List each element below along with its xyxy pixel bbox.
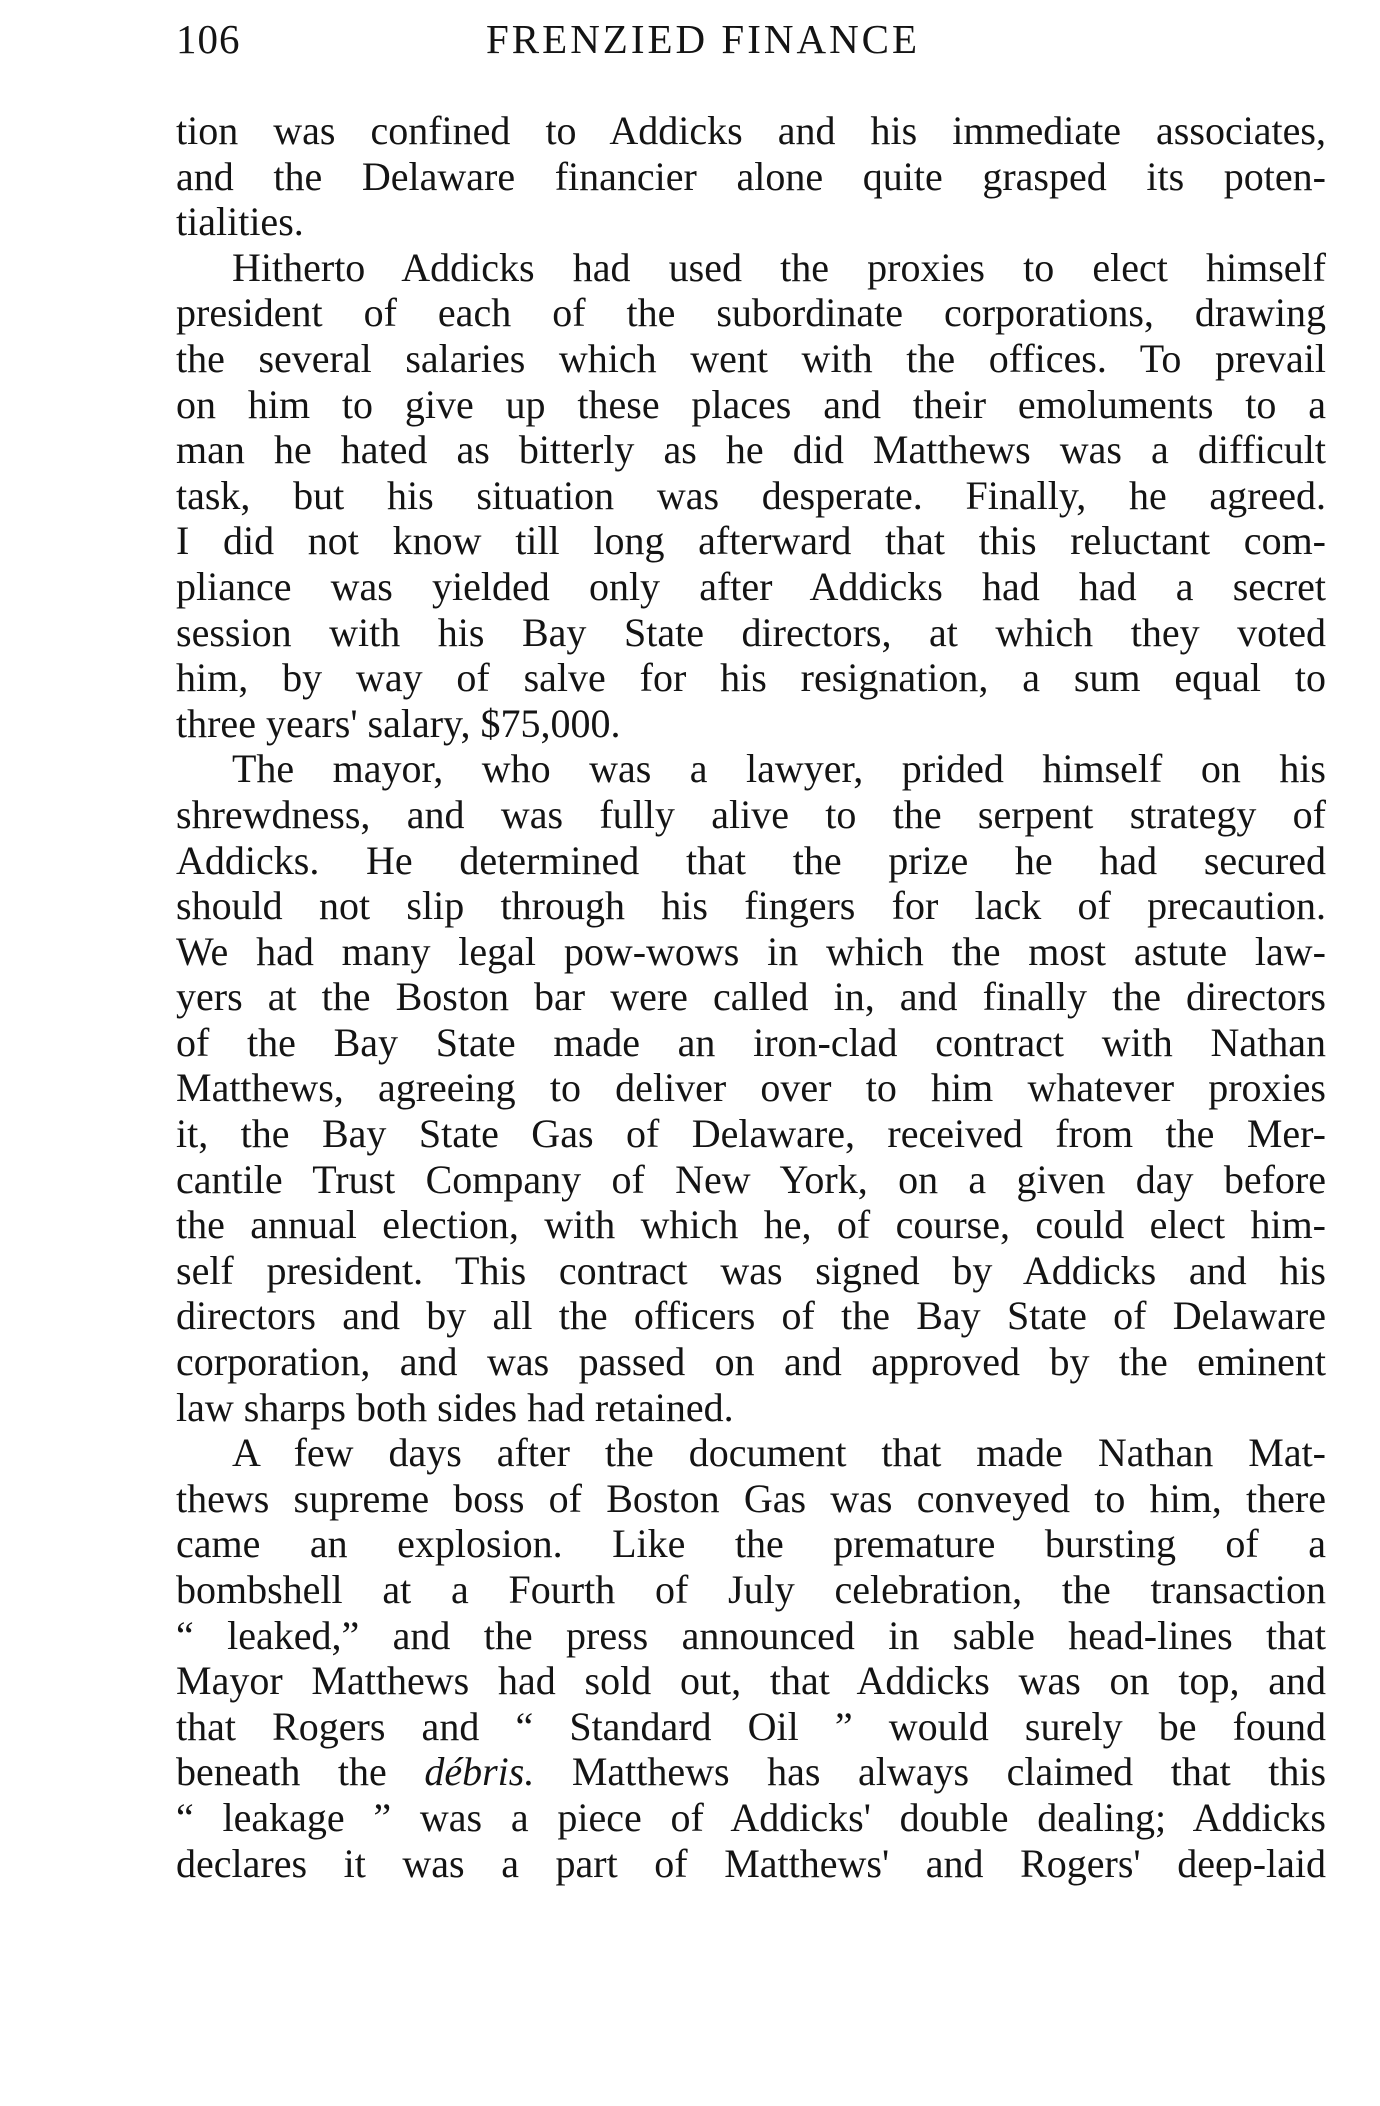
text-line: declares it was a part of Matthews' and Rogers' deep-laid xyxy=(176,1840,1326,1886)
text-line: president of each of the subordinate corporations, drawing xyxy=(176,290,1326,336)
text-line: Mayor Matthews had sold out, that Addicks was on top, and xyxy=(176,1658,1326,1704)
body-text xyxy=(176,108,1326,1886)
text-line: Addicks. He determined that the prize he had secured xyxy=(176,837,1326,883)
page-number: 106 xyxy=(176,16,241,62)
text-line: Matthews, agreeing to deliver over to him whatever proxies xyxy=(176,1065,1326,1111)
text-line-with-italic xyxy=(176,1749,1326,1795)
text-line: self president. This contract was signed by Addicks and his xyxy=(176,1247,1326,1293)
text-line: bombshell at a Fourth of July celebration, the transaction xyxy=(176,1567,1326,1612)
text-line: task, but his situation was desperate. Finally, he agreed. xyxy=(176,472,1326,518)
text-line: law sharps both sides had retained. xyxy=(176,1384,734,1430)
text-line: I did not know till long afterward that this reluctant com- xyxy=(176,518,1326,564)
text-line: the several salaries which went with the offices. To prevail xyxy=(176,335,1326,381)
text-line: corporation, and was passed on and approved by the eminent xyxy=(176,1339,1326,1385)
text-line: of the Bay State made an iron-clad contract with Nathan xyxy=(176,1019,1326,1065)
text-line: “ leaked,” and the press announced in sable head-lines that xyxy=(176,1612,1326,1658)
text-line: it, the Bay State Gas of Delaware, received from the Mer- xyxy=(176,1111,1326,1157)
text-line: “ leakage ” was a piece of Addicks' double dealing; Addicks xyxy=(176,1794,1326,1840)
text-segment: Matthews has always claimed that this xyxy=(571,1749,1326,1795)
text-line: tialities. xyxy=(176,199,304,245)
paragraph-first-line: Hitherto Addicks had used the proxies to elect himself xyxy=(232,244,1326,290)
text-line: the annual election, with which he, of course, could elect him- xyxy=(176,1202,1326,1248)
text-line: should not slip through his fingers for lack of precaution. xyxy=(176,883,1326,929)
text-line: shrewdness, and was fully alive to the serpent strategy of xyxy=(176,791,1326,837)
text-line: three years' salary, $75,000. xyxy=(176,700,621,746)
text-line: and the Delaware financier alone quite grasped its poten- xyxy=(176,153,1326,199)
running-title: FRENZIED FINANCE xyxy=(486,16,921,62)
text-line: directors and by all the officers of the Bay State of Delaware xyxy=(176,1293,1326,1339)
text-line: that Rogers and “ Standard Oil ” would surely be found xyxy=(176,1703,1326,1749)
italic-word: débris. xyxy=(424,1749,535,1795)
text-line: tion was confined to Addicks and his immediate associates, xyxy=(176,108,1326,153)
text-line: man he hated as bitterly as he did Matthews was a difficult xyxy=(176,427,1326,473)
paragraph-first-line: A few days after the document that made Nathan Mat- xyxy=(232,1430,1326,1476)
paragraph-first-line: The mayor, who was a lawyer, prided himself on his xyxy=(232,746,1326,792)
text-line: pliance was yielded only after Addicks had had a secret xyxy=(176,563,1326,609)
text-line: thews supreme boss of Boston Gas was conveyed to him, there xyxy=(176,1475,1326,1521)
text-segment: beneath the xyxy=(176,1749,387,1795)
text-line: yers at the Boston bar were called in, and finally the directors xyxy=(176,974,1326,1020)
text-line: session with his Bay State directors, at which they voted xyxy=(176,609,1326,655)
text-line: on him to give up these places and their emoluments to a xyxy=(176,381,1326,427)
text-line: him, by way of salve for his resignation, a sum equal to xyxy=(176,655,1326,701)
text-line: We had many legal pow-wows in which the most astute law- xyxy=(176,928,1326,974)
text-line: cantile Trust Company of New York, on a given day before xyxy=(176,1156,1326,1202)
text-line: came an explosion. Like the premature bursting of a xyxy=(176,1521,1326,1567)
running-head xyxy=(176,14,1326,64)
